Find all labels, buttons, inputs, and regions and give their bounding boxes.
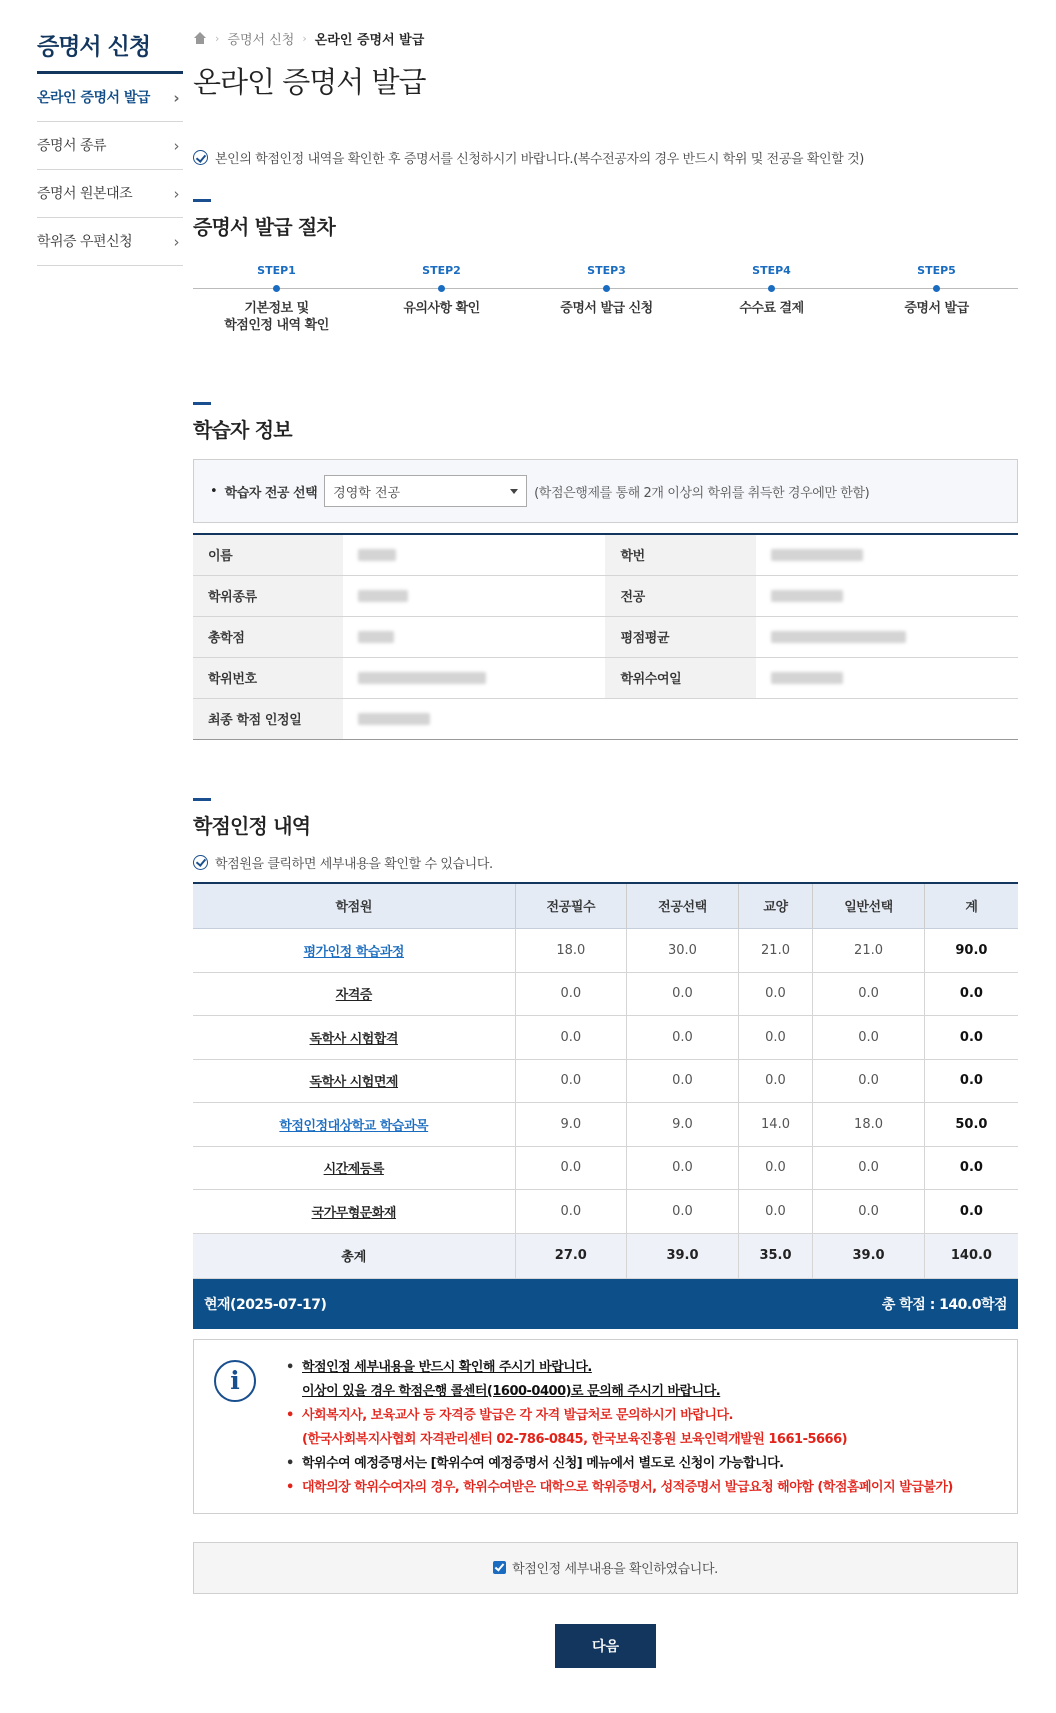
major-select[interactable] [324, 475, 527, 507]
cell: 14.0 [738, 1103, 812, 1147]
chevron-right-icon: › [173, 137, 179, 155]
table-row [193, 575, 1018, 616]
step-number: STEP2 [422, 264, 461, 277]
step-dot [273, 285, 280, 292]
cell: 0.0 [738, 1146, 812, 1190]
sidebar [37, 28, 183, 266]
page-title: 온라인 증명서 발급 [193, 65, 426, 99]
notice-item [286, 1452, 953, 1476]
table-row [193, 616, 1018, 657]
notice-item [286, 1356, 953, 1404]
cell: 30.0 [627, 929, 739, 973]
procedure-steps [193, 264, 1018, 354]
sum-cell: 35.0 [738, 1233, 812, 1278]
step-number: STEP1 [257, 264, 296, 277]
redacted-value [358, 549, 396, 561]
cell: 0.0 [515, 1016, 627, 1060]
row-total-cell: 0.0 [924, 1059, 1018, 1103]
current-total-bar [193, 1279, 1018, 1329]
sidebar-item-original-compare[interactable] [37, 170, 183, 218]
notice-item [286, 1404, 953, 1452]
cell: 0.0 [813, 972, 925, 1016]
last-date-label: 최종 학점 인정일 [193, 698, 343, 739]
row-total-cell: 90.0 [924, 929, 1018, 973]
redacted-value [771, 590, 843, 602]
total-credits-summary: 총 학점 : 140.0학점 [881, 1296, 1007, 1313]
cell: 0.0 [515, 972, 627, 1016]
credit-source-cell [193, 1059, 515, 1103]
major-select-box [193, 459, 1018, 523]
procedure-title: 증명서 발급 절차 [193, 199, 1018, 240]
cell: 0.0 [627, 1190, 739, 1234]
step-dot [438, 285, 445, 292]
step-label: 유의사항 확인 [403, 301, 480, 316]
cell: 18.0 [515, 929, 627, 973]
student-id-value [756, 534, 1018, 575]
redacted-value [358, 590, 408, 602]
degree-date-label: 학위수여일 [605, 657, 755, 698]
credit-source-link[interactable]: 평가인정 학습과정 [303, 944, 404, 960]
row-total-cell: 0.0 [924, 972, 1018, 1016]
chevron-right-icon: › [302, 31, 307, 45]
chevron-right-icon: › [173, 89, 179, 107]
major-select-label: 학습자 전공 선택 [224, 485, 318, 501]
cell: 0.0 [627, 1016, 739, 1060]
major-select-value: 경영학 전공 [333, 485, 401, 501]
sidebar-title: 증명서 신청 [37, 28, 183, 74]
step-dot [933, 285, 940, 292]
step-3 [524, 264, 689, 317]
table-row [193, 972, 1018, 1016]
sum-total-cell: 140.0 [924, 1233, 1018, 1278]
step-2 [359, 264, 524, 317]
degree-type-label: 학위종류 [193, 575, 343, 616]
total-credits-label: 총학점 [193, 616, 343, 657]
table-header-row [193, 883, 1018, 929]
breadcrumb [193, 28, 1018, 48]
notice-text: 학위수여 예정증명서는 [학위수여 예정증명서 신청] 메뉴에서 별도로 신청이 가능합니다. [302, 1455, 784, 1471]
cell: 0.0 [627, 972, 739, 1016]
sidebar-item-label: 학위증 우편신청 [37, 234, 133, 250]
sidebar-item-diploma-mail[interactable] [37, 218, 183, 266]
sum-cell: 27.0 [515, 1233, 627, 1278]
table-row [193, 929, 1018, 973]
cell: 0.0 [515, 1190, 627, 1234]
check-circle-icon [193, 150, 208, 165]
row-total-cell: 0.0 [924, 1190, 1018, 1234]
cell: 18.0 [813, 1103, 925, 1147]
degree-no-label: 학위번호 [193, 657, 343, 698]
table-row [193, 1190, 1018, 1234]
main-content [193, 28, 1018, 1668]
breadcrumb-item[interactable]: 증명서 신청 [227, 32, 295, 48]
step-1 [194, 264, 359, 334]
table-row [193, 1016, 1018, 1060]
chevron-right-icon: › [173, 233, 179, 251]
notice-text: 사회복지사, 보육교사 등 자격증 발급은 각 자격 발급처로 문의하시기 바랍니다. [302, 1407, 733, 1423]
breadcrumb-current: 온라인 증명서 발급 [314, 32, 425, 48]
step-label: 수수료 결제 [739, 301, 804, 316]
column-header: 일반선택 [813, 883, 925, 929]
name-label: 이름 [193, 534, 343, 575]
credit-source-cell [193, 1146, 515, 1190]
cell: 0.0 [738, 1190, 812, 1234]
notice-item [286, 1476, 953, 1500]
column-header: 전공필수 [515, 883, 627, 929]
chevron-right-icon: › [173, 185, 179, 203]
sum-row [193, 1233, 1018, 1278]
degree-no-value [343, 657, 605, 698]
step-label: 기본정보 및 학점인정 내역 확인 [224, 301, 329, 333]
step-number: STEP4 [752, 264, 791, 277]
credit-source-cell [193, 1016, 515, 1060]
learner-title: 학습자 정보 [193, 402, 1018, 443]
cell: 0.0 [627, 1059, 739, 1103]
step-label: 증명서 발급 신청 [560, 301, 653, 316]
confirm-checkbox[interactable] [493, 1561, 506, 1574]
cell: 0.0 [738, 972, 812, 1016]
cell: 0.0 [627, 1146, 739, 1190]
sum-cell: 39.0 [813, 1233, 925, 1278]
table-row [193, 698, 1018, 739]
degree-type-value [343, 575, 605, 616]
table-row [193, 1146, 1018, 1190]
table-row [193, 657, 1018, 698]
credit-source-cell [193, 1103, 515, 1147]
step-5 [854, 264, 1019, 317]
cell: 21.0 [738, 929, 812, 973]
credit-source-link[interactable]: 국가무형문화재 [311, 1205, 396, 1221]
caret-down-icon [510, 489, 518, 494]
sidebar-item-cert-types[interactable] [37, 122, 183, 170]
major-label: 전공 [605, 575, 755, 616]
step-dot [768, 285, 775, 292]
gpa-value [756, 616, 1018, 657]
intro-note [193, 148, 1018, 167]
redacted-value [358, 713, 430, 725]
row-total-cell: 50.0 [924, 1103, 1018, 1147]
credit-source-link[interactable]: 독학사 시험합격 [309, 1031, 398, 1047]
credits-title: 학점인정 내역 [193, 798, 1018, 839]
cell: 0.0 [813, 1059, 925, 1103]
name-value [343, 534, 605, 575]
info-icon: i [214, 1360, 256, 1402]
sidebar-item-label: 증명서 종류 [37, 138, 107, 154]
table-row [193, 1103, 1018, 1147]
notice-list [286, 1356, 953, 1500]
credits-note [193, 853, 1018, 872]
row-total-cell: 0.0 [924, 1146, 1018, 1190]
column-header: 계 [924, 883, 1018, 929]
step-number: STEP3 [587, 264, 626, 277]
degree-date-value [756, 657, 1018, 698]
cell: 9.0 [627, 1103, 739, 1147]
table-row [193, 534, 1018, 575]
cell: 0.0 [813, 1146, 925, 1190]
major-note: (학점은행제를 통해 2개 이상의 학위를 취득한 경우에만 한함) [534, 485, 870, 501]
step-number: STEP5 [917, 264, 956, 277]
notice-text: 이상이 있을 경우 학점은행 콜센터(1600-0400)로 문의해 주시기 바랍니다. [302, 1383, 721, 1399]
credits-table [193, 882, 1018, 1279]
cell: 0.0 [813, 1190, 925, 1234]
intro-note-text: 본인의 학점인정 내역을 확인한 후 증명서를 신청하시기 바랍니다.(복수전공자의 경우 반드시 학위 및 전공을 확인할 것) [215, 152, 864, 167]
sidebar-item-label: 온라인 증명서 발급 [37, 90, 150, 106]
notice-text: (한국사회복지사협회 자격관리센터 02-786-0845, 한국보육진흥원 보육인력개발원 1661-5666) [302, 1431, 848, 1447]
redacted-value [358, 631, 394, 643]
column-header: 교양 [738, 883, 812, 929]
cell: 0.0 [813, 1016, 925, 1060]
home-icon[interactable] [193, 32, 207, 44]
credit-source-link[interactable]: 자격증 [335, 988, 372, 1004]
major-value [756, 575, 1018, 616]
column-header: 학점원 [193, 883, 515, 929]
last-date-value [343, 698, 1018, 739]
bullet: • [210, 483, 218, 499]
redacted-value [771, 631, 906, 643]
chevron-right-icon: › [215, 31, 220, 45]
sidebar-item-label: 증명서 원본대조 [37, 186, 133, 202]
total-credits-value [343, 616, 605, 657]
cell: 0.0 [515, 1146, 627, 1190]
sum-cell: 39.0 [627, 1233, 739, 1278]
column-header: 전공선택 [627, 883, 739, 929]
learner-info-table [193, 533, 1018, 740]
cell: 9.0 [515, 1103, 627, 1147]
student-id-label: 학번 [605, 534, 755, 575]
credit-source-link[interactable]: 시간제등록 [323, 1162, 384, 1178]
table-row [193, 1059, 1018, 1103]
step-dot [603, 285, 610, 292]
cell: 0.0 [738, 1016, 812, 1060]
credit-source-link[interactable]: 학점인정대상학교 학습과목 [279, 1118, 429, 1134]
credit-source-cell [193, 1190, 515, 1234]
notice-box [193, 1339, 1018, 1514]
redacted-value [771, 549, 863, 561]
row-total-cell: 0.0 [924, 1016, 1018, 1060]
step-4 [689, 264, 854, 317]
credit-source-cell [193, 972, 515, 1016]
check-circle-icon [193, 855, 208, 870]
confirm-label[interactable]: 학점인정 세부내용을 확인하였습니다. [512, 1562, 718, 1577]
confirm-box [193, 1542, 1018, 1594]
step-label: 증명서 발급 [904, 301, 969, 316]
redacted-value [358, 672, 486, 684]
next-button[interactable]: 다음 [555, 1624, 656, 1668]
cell: 0.0 [738, 1059, 812, 1103]
cell: 21.0 [813, 929, 925, 973]
notice-text: 대학의장 학위수여자의 경우, 학위수여받은 대학으로 학위증명서, 성적증명서 발급요청 해야함 (학점홈페이지 발급불가) [302, 1479, 953, 1495]
redacted-value [771, 672, 843, 684]
gpa-label: 평점평균 [605, 616, 755, 657]
notice-text: 학점인정 세부내용을 반드시 확인해 주시기 바랍니다. [302, 1359, 592, 1375]
credits-note-text: 학점원을 클릭하면 세부내용을 확인할 수 있습니다. [215, 856, 493, 872]
sidebar-item-online-issue[interactable] [37, 74, 183, 122]
credit-source-cell [193, 929, 515, 973]
credit-source-link[interactable]: 독학사 시험면제 [309, 1075, 398, 1091]
sum-label: 총계 [193, 1233, 515, 1278]
cell: 0.0 [515, 1059, 627, 1103]
current-date-label: 현재(2025-07-17) [204, 1296, 327, 1313]
